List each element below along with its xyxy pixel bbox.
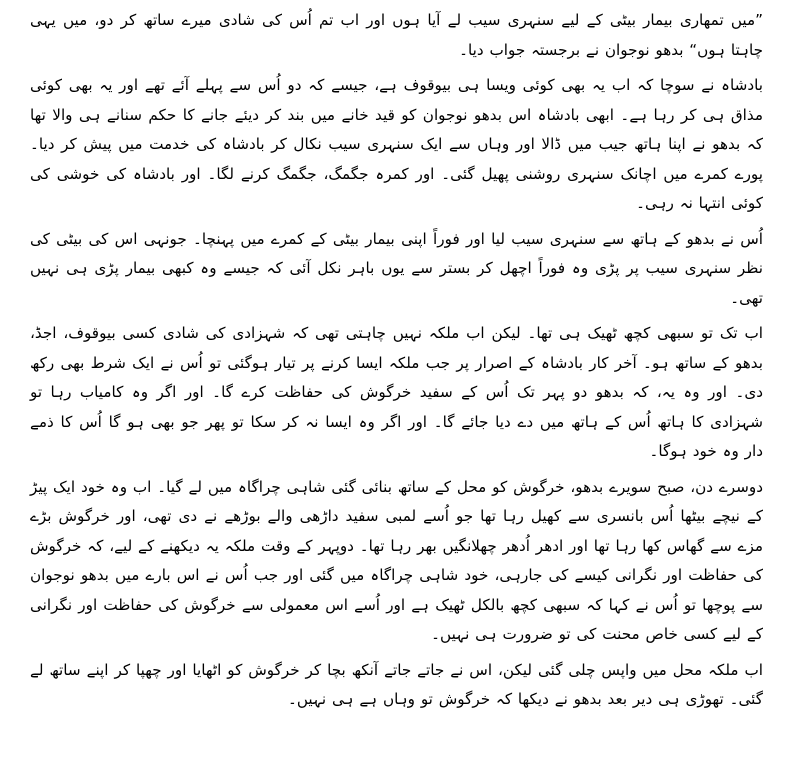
paragraph-5: دوسرے دن، صبح سویرے بدھو، خرگوش کو محل کے ساتھ بنائی گئی شاہی چراگاہ میں لے گیا۔ اب وہ خود ایک پیڑ کے نیچے بیٹھا اُس بانسری سے کھیل رہا تھا جو اُسے لمبی سفید داڑھی والے بوڑھے نے دی تھی، اور خرگوش بڑے مزے سے گھاس کھا رہا تھا اور ادھر اُدھر چھلانگیں بھر رہا تھا۔ دوپہر کے وقت ملکہ یہ دیکھنے کے لیے، کہ خرگوش کی حفاظت اور نگرانی کیسے کی جارہی، خود شاہی چراگاہ میں گئی اور جب اُس نے اس بارے میں بدھو نوجوان سے پوچھا تو اُس نے کہا کہ سبھی کچھ بالکل ٹھیک ہے اور اُسے اس معمولی سے خرگوش کی حفاظت اور نگرانی کے لیے کسی خاص محنت کی تو ضرورت ہی نہیں۔ xyxy=(30,477,763,643)
paragraph-6: اب ملکہ محل میں واپس چلی گئی لیکن، اس نے جاتے جاتے آنکھ بچا کر خرگوش کو اٹھایا اور چھپا کر اپنے ساتھ لے گئی۔ تھوڑی ہی دیر بعد بدھو نے دیکھا کہ خرگوش تو وہاں ہے ہی نہیں۔ xyxy=(30,660,763,708)
paragraph-1: ”میں تمھاری بیمار بیٹی کے لیے سنہری سیب لے آیا ہوں اور اب تم اُس کی شادی میرے ساتھ کر دو، میں یہی چاہتا ہوں“ بدھو نوجوان نے برجستہ جواب دیا۔ xyxy=(30,11,763,59)
paragraph-2: بادشاہ نے سوچا کہ اب یہ بھی کوئی ویسا ہی بیوقوف ہے، جیسے کہ دو اُس سے پہلے آئے تھے اور یہ بھی کوئی مذاق ہی کر رہا ہے۔ ابھی بادشاہ اس بدھو نوجوان کو قید خانے میں بند کر دیئے جانے کا حکم سنانے ہی والا تھا کہ بدھو نے اپنا ہاتھ جیب میں ڈالا اور وہاں سے ایک سنہری سیب نکال کر بادشاہ کی خدمت میں پیش کر دیا۔ پورے کمرے میں اچانک سنہری روشنی پھیل گئی۔ اور کمرہ جگمگ، جگمگ کرنے لگا۔ اور بادشاہ کی خوشی کی کوئی انتہا نہ رہی۔ xyxy=(30,76,763,212)
paragraph-4: اب تک تو سبھی کچھ ٹھیک ہی تھا۔ لیکن اب ملکہ نہیں چاہتی تھی کہ شہزادی کی شادی کسی بیوقوف، اجڈ، بدھو کے ساتھ ہو۔ آخر کار بادشاہ کے اصرار پر جب ملکہ ایسا کرنے پر تیار ہوگئی تو اُس نے ایک شرط بھی رکھ دی۔ اور وہ یہ، کہ بدھو دو پہر تک اُس کے سفید خرگوش کی حفاظت کرے گا۔ اور اگر وہ کامیاب رہا تو شہزادی کا ہاتھ اُس کے ہاتھ میں دے دیا جائے گا۔ اور اگر وہ ایسا نہ کر سکا تو پھر جو بھی ہو گا اُس کا ذمے دار وہ خود ہوگا۔ xyxy=(30,324,763,460)
paragraph-3: اُس نے بدھو کے ہاتھ سے سنہری سیب لیا اور فوراً اپنی بیمار بیٹی کے کمرے میں پہنچا۔ جونہی اس کی بیٹی کی نظر سنہری سیب پر پڑی وہ فوراً اچھل کر بستر سے یوں باہر نکل آئی کہ جیسے وہ کبھی بیمار پڑی ہی نہیں تھی۔ xyxy=(30,229,763,307)
